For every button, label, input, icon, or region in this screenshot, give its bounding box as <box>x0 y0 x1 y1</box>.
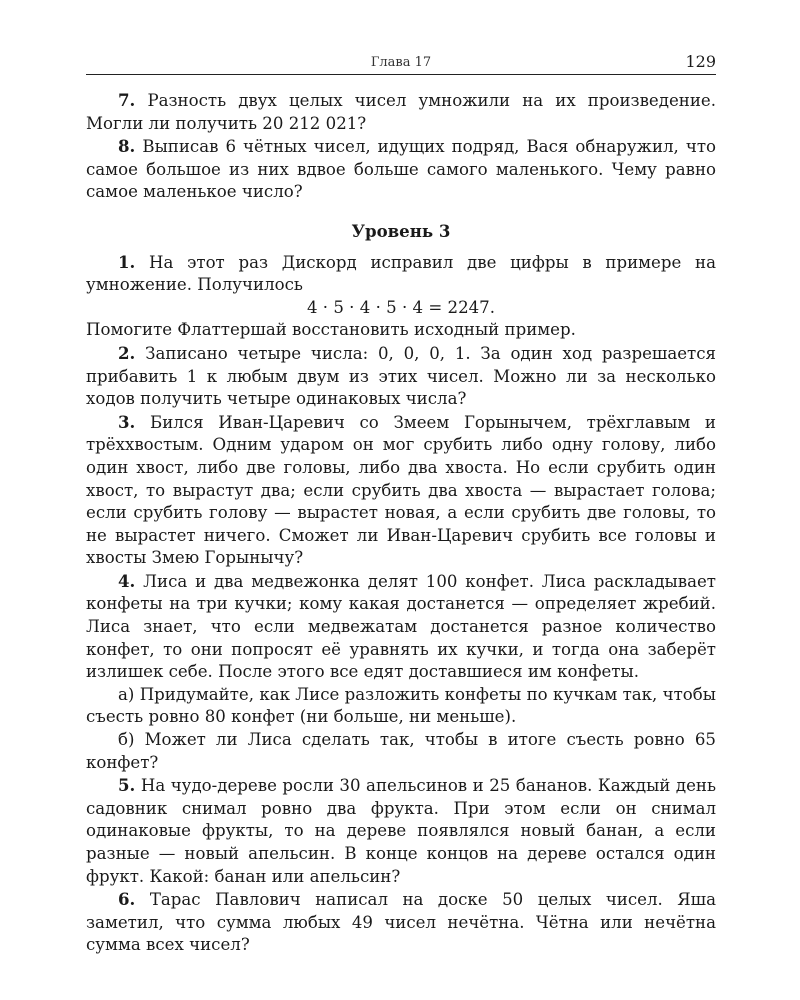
problem-continuation: Помогите Флаттершай восстановить исходный пример. <box>86 320 576 340</box>
page-header <box>86 50 716 75</box>
page-content <box>86 89 716 957</box>
problem-number: 1. <box>118 251 136 272</box>
problem-text: Записано четыре числа: 0, 0, 0, 1. За один ход разрешается прибавить 1 к любым двум из этих чисел. Можно ли за несколько ходов получить четыре одинаковых числа? <box>86 343 716 409</box>
problem-7 <box>86 89 716 135</box>
problem-number: 2. <box>118 342 136 363</box>
page-number: 129 <box>685 52 716 71</box>
subproblem-b: б) Может ли Лиса сделать так, чтобы в итоге съесть ровно 65 конфет? <box>86 730 716 772</box>
level3-problem-2 <box>86 342 716 411</box>
level-heading: Уровень 3 <box>351 220 451 241</box>
problem-text: Лиса и два медвежонка делят 100 конфет. Лиса раскладывает конфеты на три кучки; кому какая достанется — определяет жребий. Лиса знает, что если медвежатам достанется разное количество конфет, то они попросят её уравнять их кучки, и тогда она заберёт излишек себе. После этого все едят доставшиеся им конфеты. <box>86 571 716 682</box>
formula: 4 · 5 · 4 · 5 · 4 = 2247. <box>306 297 496 317</box>
problem-text: На этот раз Дискорд исправил две цифры в примере на умножение. Получилось <box>86 252 716 295</box>
problem-number: 3. <box>118 411 136 432</box>
problem-number: 4. <box>118 570 136 591</box>
problem-number: 6. <box>118 889 136 910</box>
level3-problem-1 <box>86 251 716 297</box>
problem-number: 5. <box>118 775 136 796</box>
level3-problem-3 <box>86 411 716 570</box>
problem-number: 7. <box>118 90 136 110</box>
running-title: Глава 17 <box>370 55 432 70</box>
level3-problem-4 <box>86 570 716 684</box>
problem-text: Бился Иван-Царевич со Змеем Горынычем, трёхглавым и трёххвостым. Одним ударом он мог срубить либо одну голову, либо один хвост, либо две головы, либо два хвоста. Но если срубить один хвост, то вырастут два; если срубить два хвоста — вырастает голова; если срубить голову — вырастет новая, а если срубить две головы, то не вырастет ничего. Сможет ли Иван-Царевич срубить все головы и хвосты Змею Горынычу? <box>86 412 716 568</box>
problem-number: 8. <box>118 136 136 157</box>
level3-problem-5 <box>86 774 716 888</box>
problem-text: Выписав 6 чётных чисел, идущих подряд, Вася обнаружил, что самое большое из них вдвое больше самого маленького. Чему равно самое маленькое число? <box>86 137 717 202</box>
level3-problem-6 <box>86 888 716 957</box>
problem-8 <box>86 135 716 204</box>
problem-text: На чудо-дереве росли 30 апельсинов и 25 бананов. Каждый день садовник снимал ровно два фрукта. При этом если он снимал одинаковые фрукты, то на дереве появлялся новый банан, а если разные — новый апельсин. В конце концов на дереве остался один фрукт. Какой: банан или апельсин? <box>86 776 716 886</box>
problem-text: Разность двух целых чисел умножили на их произведение. Могли ли получить 20 212 021? <box>86 91 716 133</box>
subproblem-a: а) Придумайте, как Лисе разложить конфеты по кучкам так, чтобы съесть ровно 80 конфет (ни больше, ни меньше). <box>86 684 716 727</box>
problem-text: Тарас Павлович написал на доске 50 целых чисел. Яша заметил, что сумма любых 49 чисел нечётна. Чётна или нечётна сумма всех чисел? <box>86 890 716 955</box>
